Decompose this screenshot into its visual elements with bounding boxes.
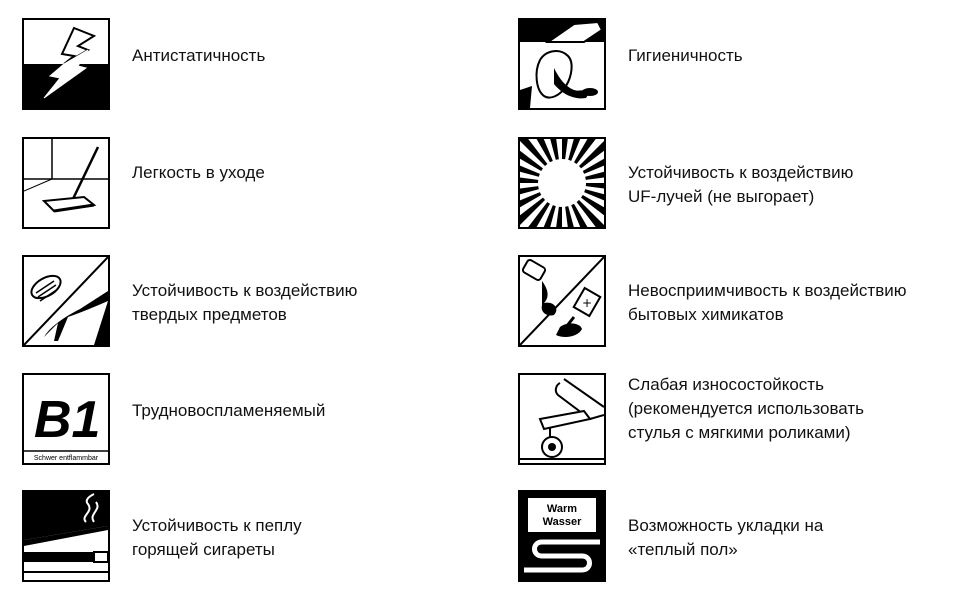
label-line: Легкость в уходе — [132, 163, 265, 182]
warm-water-heating-icon — [518, 490, 606, 582]
label-line: бытовых химикатов — [628, 305, 784, 324]
label-line: Устойчивость к пеплу — [132, 516, 302, 535]
label-line: (рекомендуется использовать — [628, 399, 865, 418]
b1-fire-class-icon — [22, 373, 110, 465]
b1-caption: Schwer entflammbar — [33, 455, 99, 462]
label-line: Слабая износостойкость — [628, 375, 824, 394]
mop-icon — [22, 137, 110, 229]
shoe-brush-icon — [22, 255, 110, 347]
label-line: Возможность укладки на — [628, 516, 824, 535]
warm-label: Warm — [546, 503, 578, 515]
label-line: Антистатичность — [132, 46, 266, 65]
label-line: Трудновоспламеняемый — [132, 401, 326, 420]
chemicals-icon — [518, 255, 606, 347]
svg-text:+: + — [582, 296, 593, 310]
label-line: стулья с мягкими роликами) — [628, 423, 851, 442]
wasser-label: Wasser — [542, 516, 582, 528]
label-line: горящей сигареты — [132, 540, 275, 559]
antistatic-lightning-icon — [22, 18, 110, 110]
hygiene-hand-icon — [518, 18, 606, 110]
b1-mark: B1 — [34, 391, 101, 449]
sun-rays-icon — [518, 137, 606, 229]
label-line: Невосприимчивость к воздействию — [628, 281, 907, 300]
label-line: UF-лучей (не выгорает) — [628, 187, 815, 206]
chair-caster-icon — [518, 373, 606, 465]
label-line: «теплый пол» — [628, 540, 738, 559]
label-line: Устойчивость к воздействию — [132, 281, 358, 300]
label-line: твердых предметов — [132, 305, 287, 324]
cigarette-icon — [22, 490, 110, 582]
label-line: Устойчивость к воздействию — [628, 163, 854, 182]
label-line: Гигиеничность — [628, 46, 743, 65]
